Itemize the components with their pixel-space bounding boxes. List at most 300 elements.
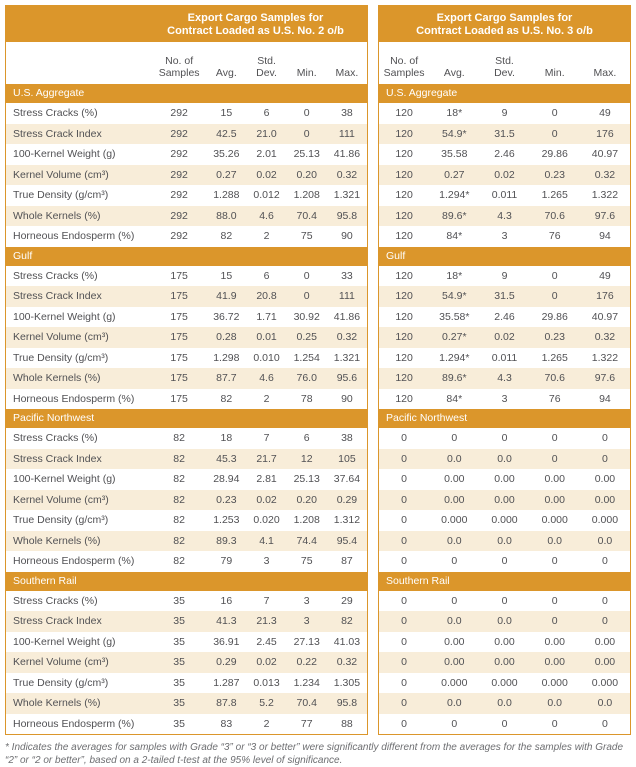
cell-value: 176 xyxy=(596,127,614,140)
cell-value: 97.6 xyxy=(594,372,616,385)
cell-value: 95.8 xyxy=(336,697,358,710)
row-label: True Density (g/cm³) xyxy=(13,676,109,689)
cell-value: 0.00 xyxy=(494,635,515,648)
table-row xyxy=(379,124,630,145)
cell-value: 1.312 xyxy=(333,514,361,527)
cell-value: 0.32 xyxy=(336,656,358,669)
cell-value: 175 xyxy=(170,372,188,385)
table-row xyxy=(379,714,630,735)
table-row xyxy=(379,611,630,632)
column-header-line-bottom: Dev. xyxy=(494,67,515,79)
cell-value: 0.02 xyxy=(256,493,277,506)
cell-value: 0 xyxy=(551,594,558,607)
column-header-line-bottom: Max. xyxy=(593,67,617,79)
cell-value: 94 xyxy=(599,392,611,405)
cell-value: 49 xyxy=(599,269,611,282)
cell-value: 0.0 xyxy=(597,697,613,710)
cell-value: 42.5 xyxy=(216,127,237,140)
cell-value: 0.0 xyxy=(447,452,462,465)
cell-value: 175 xyxy=(170,269,188,282)
cell-value: 0.01 xyxy=(256,331,277,344)
cell-value: 27.13 xyxy=(293,635,320,648)
cell-value: 1.322 xyxy=(591,351,619,364)
row-label: Stress Cracks (%) xyxy=(13,269,98,282)
cell-value: 35 xyxy=(173,697,185,710)
table-row xyxy=(6,632,367,653)
cell-value: 2.81 xyxy=(256,473,277,486)
table-row xyxy=(379,144,630,165)
cell-value: 0.23 xyxy=(544,168,565,181)
cell-value: 75 xyxy=(300,555,313,568)
cell-value: 120 xyxy=(395,331,413,344)
cell-value: 292 xyxy=(170,189,188,202)
cell-value: 35 xyxy=(173,635,185,648)
cell-value: 0.00 xyxy=(544,635,565,648)
cell-value: 38 xyxy=(341,107,353,120)
cell-value: 175 xyxy=(170,392,188,405)
cell-value: 33 xyxy=(341,269,353,282)
cell-value: 0 xyxy=(401,432,408,445)
cell-value: 120 xyxy=(395,168,413,181)
table-no3 xyxy=(378,5,631,735)
cell-value: 0.0 xyxy=(497,615,512,628)
cell-value: 3 xyxy=(501,230,508,243)
cell-value: 0.32 xyxy=(336,331,358,344)
cell-value: 0.22 xyxy=(296,656,317,669)
cell-value: 0.27 xyxy=(216,168,237,181)
cell-value: 89.6* xyxy=(442,372,467,385)
cell-value: 76 xyxy=(548,392,561,405)
table-row xyxy=(6,693,367,714)
table-row xyxy=(6,286,367,307)
cell-value: 0.0 xyxy=(547,697,563,710)
table-row xyxy=(379,368,630,389)
cell-value: 1.287 xyxy=(213,676,240,689)
cell-value: 105 xyxy=(338,452,356,465)
cell-value: 0.00 xyxy=(594,473,616,486)
cell-value: 76 xyxy=(548,230,561,243)
cell-value: 176 xyxy=(596,290,614,303)
table-row xyxy=(6,226,367,247)
table-row xyxy=(6,449,367,470)
cell-value: 0.02 xyxy=(256,168,277,181)
cell-value: 0.0 xyxy=(447,615,462,628)
table-row xyxy=(379,428,630,449)
cell-value: 0.020 xyxy=(253,514,280,527)
cell-value: 0.23 xyxy=(544,331,565,344)
cell-value: 70.6 xyxy=(544,209,565,222)
cell-value: 82 xyxy=(220,230,233,243)
cell-value: 15 xyxy=(220,269,233,282)
cell-value: 175 xyxy=(170,331,188,344)
row-label: Stress Cracks (%) xyxy=(13,594,98,607)
cell-value: 0.29 xyxy=(216,656,237,669)
cell-value: 1.294* xyxy=(439,351,470,364)
cell-value: 70.6 xyxy=(544,372,565,385)
column-header-avg xyxy=(429,67,479,79)
cell-value: 0 xyxy=(601,452,608,465)
cell-value: 35.58 xyxy=(441,148,468,161)
cell-value: 0.000 xyxy=(591,676,619,689)
row-label: Stress Crack Index xyxy=(13,290,102,303)
cell-value: 41.03 xyxy=(333,635,361,648)
table-row xyxy=(379,348,630,369)
cell-value: 0 xyxy=(303,290,310,303)
cell-value: 0.0 xyxy=(497,452,512,465)
cell-value: 88 xyxy=(341,717,353,730)
cell-value: 0.010 xyxy=(253,351,280,364)
row-label: True Density (g/cm³) xyxy=(13,189,109,202)
cell-value: 29.86 xyxy=(541,148,568,161)
table-row xyxy=(6,307,367,328)
cell-value: 0 xyxy=(551,615,558,628)
table-row xyxy=(6,144,367,165)
cell-value: 30.92 xyxy=(293,310,320,323)
cell-value: 4.1 xyxy=(259,534,274,547)
cell-value: 120 xyxy=(395,148,413,161)
cell-value: 0 xyxy=(451,555,458,568)
cell-value: 0 xyxy=(401,534,408,547)
cell-value: 0.000 xyxy=(441,676,468,689)
table-row xyxy=(379,510,630,531)
section-header-southern-rail: Southern Rail xyxy=(6,572,367,591)
cell-value: 21.0 xyxy=(256,127,277,140)
cell-value: 31.5 xyxy=(494,290,515,303)
cell-value: 1.234 xyxy=(293,676,320,689)
cell-value: 0.02 xyxy=(494,331,515,344)
cell-value: 82 xyxy=(173,473,185,486)
cell-value: 0.02 xyxy=(494,168,515,181)
table-row xyxy=(379,103,630,124)
cell-value: 120 xyxy=(395,127,413,140)
column-header-avg xyxy=(206,67,246,79)
table-row xyxy=(379,673,630,694)
cell-value: 35 xyxy=(173,656,185,669)
row-label: Whole Kernels (%) xyxy=(13,209,101,222)
cell-value: 120 xyxy=(395,230,413,243)
cell-value: 0 xyxy=(601,615,608,628)
cell-value: 0 xyxy=(451,594,458,607)
cell-value: 0 xyxy=(401,676,408,689)
cell-value: 0 xyxy=(401,635,408,648)
cell-value: 87.7 xyxy=(216,372,237,385)
cell-value: 0.000 xyxy=(541,676,568,689)
cell-value: 0.20 xyxy=(296,493,317,506)
column-header-max xyxy=(580,67,630,79)
cell-value: 36.72 xyxy=(213,310,240,323)
cell-value: 40.97 xyxy=(591,310,619,323)
table-row xyxy=(6,206,367,227)
cell-value: 1.265 xyxy=(541,189,568,202)
table-row xyxy=(6,368,367,389)
cell-value: 0.000 xyxy=(491,514,518,527)
cell-value: 83 xyxy=(220,717,233,730)
cell-value: 175 xyxy=(170,290,188,303)
cell-value: 0 xyxy=(551,555,558,568)
table-title-no3 xyxy=(379,6,630,42)
cell-value: 0 xyxy=(451,717,458,730)
column-header-line-bottom: Samples xyxy=(158,67,200,79)
cell-value: 0.28 xyxy=(216,331,237,344)
cell-value: 292 xyxy=(170,230,188,243)
cell-value: 0 xyxy=(401,555,408,568)
cell-value: 292 xyxy=(170,168,188,181)
cell-value: 4.3 xyxy=(497,372,512,385)
cell-value: 78 xyxy=(300,392,313,405)
cell-value: 77 xyxy=(300,717,313,730)
column-header-line-bottom: Max. xyxy=(335,67,359,79)
table-row xyxy=(379,286,630,307)
cell-value: 76.0 xyxy=(296,372,317,385)
cell-value: 120 xyxy=(395,310,413,323)
cell-value: 0 xyxy=(401,656,408,669)
table-row xyxy=(6,551,367,572)
cell-value: 0 xyxy=(401,717,408,730)
column-header-min xyxy=(287,67,327,79)
cell-value: 0 xyxy=(401,615,408,628)
cell-value: 292 xyxy=(170,148,188,161)
cell-value: 0.000 xyxy=(541,514,568,527)
cell-value: 3 xyxy=(303,594,310,607)
cell-value: 0.27* xyxy=(442,331,467,344)
cell-value: 0.012 xyxy=(253,189,280,202)
cell-value: 31.5 xyxy=(494,127,515,140)
table-row xyxy=(6,428,367,449)
cell-value: 29 xyxy=(341,594,353,607)
cell-value: 0.00 xyxy=(444,493,465,506)
row-label: Stress Crack Index xyxy=(13,615,102,628)
column-header-line-bottom: Min. xyxy=(544,67,565,79)
cell-value: 3 xyxy=(263,555,270,568)
table-row xyxy=(379,469,630,490)
cell-value: 41.9 xyxy=(216,290,237,303)
table-row xyxy=(6,591,367,612)
cell-value: 175 xyxy=(170,310,188,323)
cell-value: 0.00 xyxy=(444,656,465,669)
row-label: Horneous Endosperm (%) xyxy=(13,392,135,405)
cell-value: 0 xyxy=(401,697,408,710)
cell-value: 0.00 xyxy=(494,493,515,506)
cell-value: 1.254 xyxy=(293,351,320,364)
cell-value: 9 xyxy=(501,107,508,120)
cell-value: 2 xyxy=(263,717,270,730)
cell-value: 70.4 xyxy=(296,697,317,710)
row-label: 100-Kernel Weight (g) xyxy=(13,473,116,486)
cell-value: 0.00 xyxy=(494,473,515,486)
cell-value: 4.6 xyxy=(259,209,274,222)
table-row xyxy=(379,693,630,714)
cell-value: 120 xyxy=(395,107,413,120)
cell-value: 4.3 xyxy=(497,209,512,222)
cell-value: 0 xyxy=(401,452,408,465)
cell-value: 0 xyxy=(501,555,508,568)
cell-value: 1.321 xyxy=(333,189,361,202)
cell-value: 1.298 xyxy=(213,351,240,364)
cell-value: 35 xyxy=(173,594,185,607)
cell-value: 120 xyxy=(395,392,413,405)
column-header-min xyxy=(530,67,580,79)
cell-value: 0 xyxy=(451,432,458,445)
table-row xyxy=(6,124,367,145)
column-header-dev xyxy=(246,55,286,79)
cell-value: 2 xyxy=(263,392,270,405)
table-row xyxy=(6,611,367,632)
cell-value: 0.000 xyxy=(441,514,468,527)
column-header-line-bottom: Samples xyxy=(383,67,425,79)
cell-value: 18* xyxy=(446,107,463,120)
cell-value: 84* xyxy=(446,230,463,243)
row-label: Stress Cracks (%) xyxy=(13,107,98,120)
cell-value: 0 xyxy=(501,432,508,445)
cell-value: 0 xyxy=(401,493,408,506)
cell-value: 2.46 xyxy=(494,310,515,323)
cell-value: 0.00 xyxy=(594,493,616,506)
cell-value: 0.0 xyxy=(497,534,512,547)
table-row xyxy=(6,714,367,735)
cell-value: 0 xyxy=(601,432,608,445)
cell-value: 0 xyxy=(401,594,408,607)
cell-value: 21.3 xyxy=(256,615,277,628)
cell-value: 0.25 xyxy=(296,331,317,344)
cell-value: 95.6 xyxy=(336,372,358,385)
column-header-samples xyxy=(152,55,206,79)
cell-value: 120 xyxy=(395,189,413,202)
table-row xyxy=(6,652,367,673)
cell-value: 1.321 xyxy=(333,351,361,364)
cell-value: 0.32 xyxy=(594,168,616,181)
table-row xyxy=(6,185,367,206)
table-no2 xyxy=(5,5,368,735)
table-row xyxy=(379,652,630,673)
table-row xyxy=(6,266,367,287)
table-row xyxy=(379,490,630,511)
section-header-pacific-northwest: Pacific Northwest xyxy=(379,409,630,428)
table-row xyxy=(6,531,367,552)
cell-value: 0.000 xyxy=(591,514,619,527)
cell-value: 1.253 xyxy=(213,514,240,527)
table-row xyxy=(6,469,367,490)
column-header-line-top: Std. xyxy=(495,55,514,67)
cell-value: 0 xyxy=(501,717,508,730)
cell-value: 0.00 xyxy=(594,635,616,648)
cell-value: 120 xyxy=(395,372,413,385)
column-header-samples xyxy=(379,55,429,79)
cell-value: 38 xyxy=(341,432,353,445)
cell-value: 41.86 xyxy=(333,148,361,161)
cell-value: 1.288 xyxy=(213,189,240,202)
column-headers-no3 xyxy=(379,42,630,84)
cell-value: 0 xyxy=(303,127,310,140)
cell-value: 292 xyxy=(170,127,188,140)
table-title-line: Contract Loaded as U.S. No. 2 o/b xyxy=(167,24,344,37)
cell-value: 0 xyxy=(551,127,558,140)
column-header-line-bottom: Avg. xyxy=(215,67,237,79)
table-row xyxy=(379,327,630,348)
cell-value: 0.00 xyxy=(444,635,465,648)
row-label: Kernel Volume (cm³) xyxy=(13,656,109,669)
cell-value: 82 xyxy=(220,392,233,405)
cell-value: 0 xyxy=(303,107,310,120)
cell-value: 0 xyxy=(401,473,408,486)
cell-value: 35.58* xyxy=(439,310,470,323)
cell-value: 41.86 xyxy=(333,310,361,323)
cell-value: 75 xyxy=(300,230,313,243)
row-label: Kernel Volume (cm³) xyxy=(13,168,109,181)
cell-value: 2.46 xyxy=(494,148,515,161)
cell-value: 7 xyxy=(263,432,270,445)
row-label: Horneous Endosperm (%) xyxy=(13,555,135,568)
cell-value: 0.00 xyxy=(544,656,565,669)
row-label: Stress Crack Index xyxy=(13,452,102,465)
cell-value: 95.4 xyxy=(336,534,358,547)
table-row xyxy=(6,103,367,124)
cell-value: 120 xyxy=(395,351,413,364)
row-label: Whole Kernels (%) xyxy=(13,534,101,547)
cell-value: 94 xyxy=(599,230,611,243)
table-row xyxy=(379,185,630,206)
table-row xyxy=(6,327,367,348)
cell-value: 25.13 xyxy=(293,473,320,486)
cell-value: 89.6* xyxy=(442,209,467,222)
cell-value: 90 xyxy=(341,230,353,243)
section-header-pacific-northwest: Pacific Northwest xyxy=(6,409,367,428)
cell-value: 54.9* xyxy=(442,127,467,140)
cell-value: 0.0 xyxy=(497,697,512,710)
cell-value: 12 xyxy=(300,452,313,465)
cell-value: 0 xyxy=(601,717,608,730)
row-label: Kernel Volume (cm³) xyxy=(13,493,109,506)
cell-value: 45.3 xyxy=(216,452,237,465)
table-title-line: Export Cargo Samples for xyxy=(187,12,324,24)
row-label: 100-Kernel Weight (g) xyxy=(13,635,116,648)
cell-value: 87 xyxy=(341,555,353,568)
cell-value: 16 xyxy=(220,594,233,607)
column-headers-no2 xyxy=(6,42,367,84)
cell-value: 1.294* xyxy=(439,189,470,202)
cell-value: 15 xyxy=(220,107,233,120)
cell-value: 82 xyxy=(341,615,353,628)
cell-value: 1.208 xyxy=(293,189,320,202)
cell-value: 292 xyxy=(170,209,188,222)
cell-value: 120 xyxy=(395,269,413,282)
cell-value: 0 xyxy=(551,452,558,465)
cell-value: 0.011 xyxy=(491,189,518,202)
cell-value: 0.02 xyxy=(256,656,277,669)
cell-value: 79 xyxy=(220,555,233,568)
cell-value: 18* xyxy=(446,269,463,282)
cell-value: 37.64 xyxy=(333,473,361,486)
cell-value: 111 xyxy=(338,290,355,303)
cell-value: 29.86 xyxy=(541,310,568,323)
row-label: 100-Kernel Weight (g) xyxy=(13,148,116,161)
table-row xyxy=(379,226,630,247)
cell-value: 95.8 xyxy=(336,209,358,222)
table-row xyxy=(379,531,630,552)
cell-value: 0.0 xyxy=(447,534,462,547)
cell-value: 3 xyxy=(303,615,310,628)
row-label: Stress Cracks (%) xyxy=(13,432,98,445)
cell-value: 84* xyxy=(446,392,463,405)
cell-value: 0.32 xyxy=(336,168,358,181)
cell-value: 0.00 xyxy=(594,656,616,669)
cell-value: 82 xyxy=(173,452,185,465)
cell-value: 97.6 xyxy=(594,209,616,222)
row-label: Whole Kernels (%) xyxy=(13,372,101,385)
cell-value: 1.322 xyxy=(591,189,619,202)
cell-value: 20.8 xyxy=(256,290,277,303)
cell-value: 0 xyxy=(303,269,310,282)
cell-value: 25.13 xyxy=(293,148,320,161)
